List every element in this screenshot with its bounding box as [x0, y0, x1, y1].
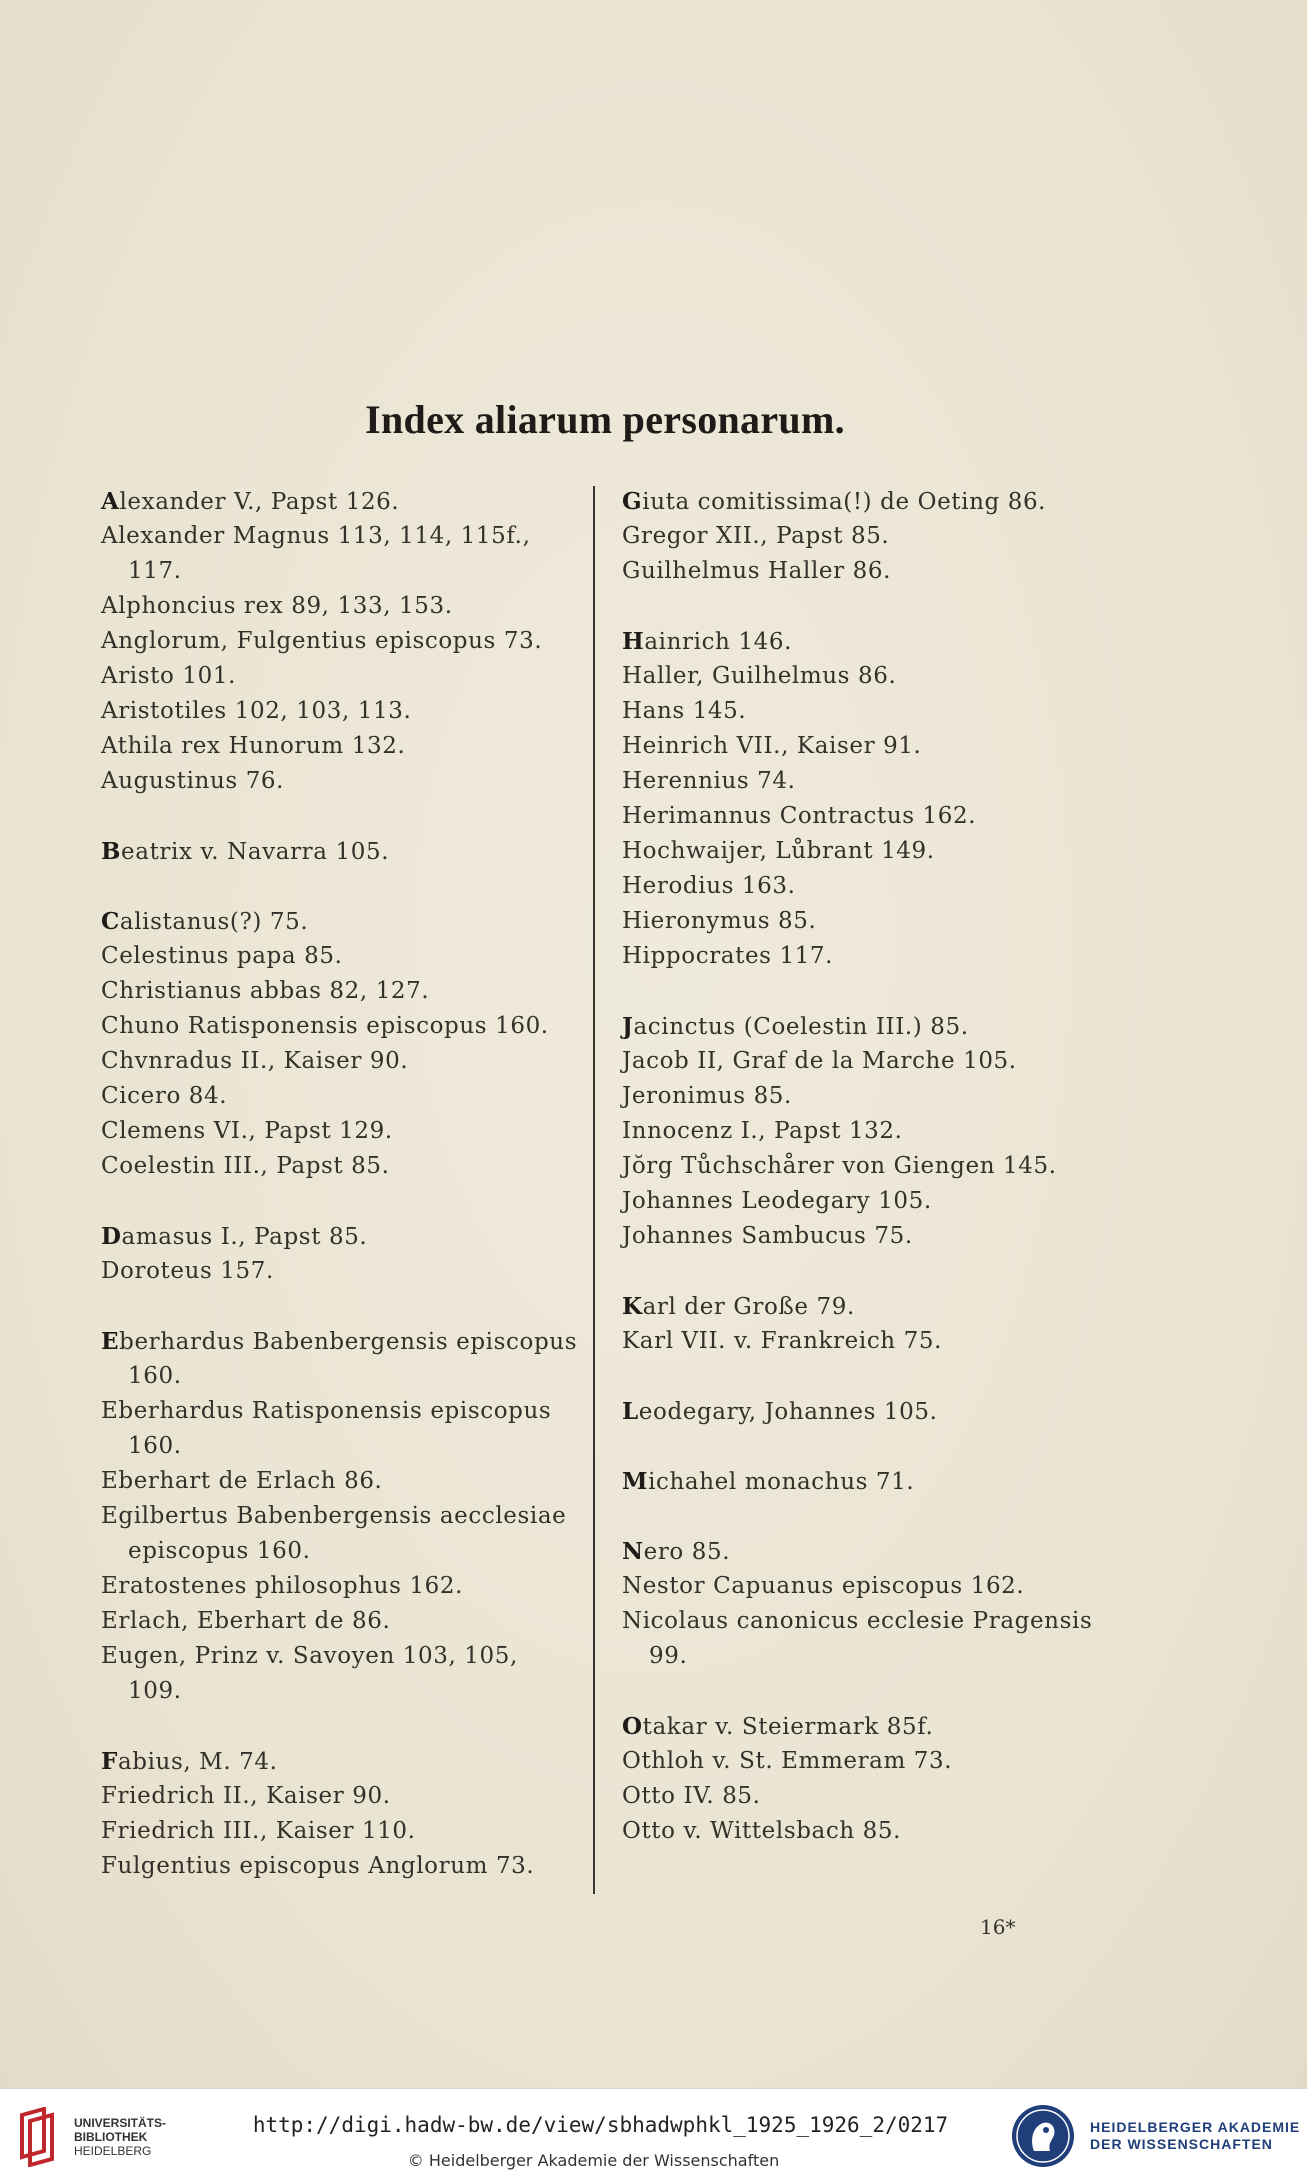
- index-entry: Athila rex Hunorum 132.: [101, 733, 406, 759]
- index-entry: [101, 904, 591, 939]
- index-entry: Celestinus papa 85.: [101, 943, 343, 969]
- index-entry: Eratostenes philosophus 162.: [101, 1573, 464, 1599]
- index-entry: Othloh v. St. Emmeram 73.: [622, 1748, 953, 1774]
- copyright-notice: [0, 2151, 1307, 2170]
- index-entry-continuation: 99.: [649, 1643, 688, 1669]
- index-entry: Eberhardus Ratisponensis episcopus: [101, 1398, 552, 1424]
- index-entry: Erlach, Eberhart de 86.: [101, 1608, 391, 1634]
- index-entry: [622, 484, 1122, 519]
- index-entry: Herimannus Contractus 162.: [622, 803, 977, 829]
- library-name-line-2: BIBLIOTHEK: [74, 2130, 148, 2144]
- index-entry: Fulgentius episcopus Anglorum 73.: [101, 1853, 535, 1879]
- index-entry: [622, 1464, 1122, 1499]
- index-entry-text: abius, M. 74.: [117, 1749, 278, 1775]
- index-entry-text: iuta comitissima(!) de Oeting 86.: [642, 489, 1047, 515]
- section-initial-letter: M: [622, 1468, 649, 1495]
- section-initial-letter: A: [101, 488, 120, 515]
- index-column-right: [622, 484, 1122, 1849]
- permalink-url-text[interactable]: http://digi.hadw-bw.de/view/sbhadwphkl_1925_1926_2/0217: [252, 2113, 949, 2137]
- index-entry: Hans 145.: [622, 698, 747, 724]
- library-name-line-1: UNIVERSITÄTS-: [74, 2116, 167, 2130]
- index-entry-text: acinctus (Coelestin III.) 85.: [633, 1014, 969, 1040]
- index-entry: Johannes Leodegary 105.: [622, 1188, 932, 1214]
- index-column-left: [101, 484, 591, 1884]
- section-initial-letter: K: [622, 1293, 643, 1320]
- index-entry: Jŏrg Tůchschårer von Giengen 145.: [622, 1153, 1057, 1179]
- index-entry: Chvnradus II., Kaiser 90.: [101, 1048, 409, 1074]
- page-number: 16*: [980, 1915, 1016, 1939]
- index-entry: Karl VII. v. Frankreich 75.: [622, 1328, 943, 1354]
- section-gap: [622, 1359, 1122, 1394]
- section-gap: [622, 974, 1122, 1009]
- index-entry: Anglorum, Fulgentius episcopus 73.: [101, 628, 543, 654]
- section-initial-letter: G: [622, 488, 643, 515]
- index-entry: [622, 1394, 1122, 1429]
- index-entry: Eberhart de Erlach 86.: [101, 1468, 383, 1494]
- index-entry: Doroteus 157.: [101, 1258, 274, 1284]
- index-entry-text: ainrich 146.: [644, 629, 792, 655]
- index-entry: Gregor XII., Papst 85.: [622, 523, 890, 549]
- index-entry: [101, 834, 591, 869]
- index-entry: [101, 1744, 591, 1779]
- section-initial-letter: N: [622, 1538, 644, 1565]
- index-entry: Otto v. Wittelsbach 85.: [622, 1818, 902, 1844]
- index-entry-text: amasus I., Papst 85.: [121, 1224, 368, 1250]
- index-entry: Jacob II, Graf de la Marche 105.: [622, 1048, 1017, 1074]
- section-initial-letter: O: [622, 1713, 643, 1740]
- section-initial-letter: C: [101, 908, 120, 935]
- index-entry: Innocenz I., Papst 132.: [622, 1118, 903, 1144]
- index-entry-continuation: 160.: [128, 1363, 182, 1389]
- viewer-footer: [0, 2088, 1307, 2183]
- section-gap: [622, 1429, 1122, 1464]
- index-entry: [101, 1219, 591, 1254]
- index-entry: Eugen, Prinz v. Savoyen 103, 105,: [101, 1643, 518, 1669]
- index-entry: Jeronimus 85.: [622, 1083, 792, 1109]
- column-divider: [593, 486, 595, 1894]
- index-entry-text: lexander V., Papst 126.: [119, 489, 400, 515]
- index-entry-text: alistanus(?) 75.: [119, 909, 309, 935]
- index-entry: Coelestin III., Papst 85.: [101, 1153, 390, 1179]
- index-entry: [101, 1324, 591, 1359]
- index-entry-text: takar v. Steiermark 85f.: [642, 1714, 934, 1740]
- index-entry: [622, 1709, 1122, 1744]
- index-entry-text: ichahel monachus 71.: [648, 1469, 915, 1495]
- academy-seal-icon: [1010, 2103, 1076, 2169]
- index-entry: Otto IV. 85.: [622, 1783, 761, 1809]
- library-name-line-3: HEIDELBERG: [74, 2144, 152, 2158]
- index-entry: Guilhelmus Haller 86.: [622, 558, 891, 584]
- index-entry: [622, 1534, 1122, 1569]
- index-entry: Hochwaijer, Lůbrant 149.: [622, 838, 935, 864]
- index-entry: Clemens VI., Papst 129.: [101, 1118, 393, 1144]
- section-gap: [622, 1674, 1122, 1709]
- section-gap: [101, 869, 591, 904]
- index-entry: Augustinus 76.: [101, 768, 285, 794]
- index-entry-text: ero 85.: [643, 1539, 731, 1565]
- index-entry-continuation: 117.: [128, 558, 182, 584]
- section-gap: [101, 1289, 591, 1324]
- academy-name-line-2: DER WISSENSCHAFTEN: [1090, 2136, 1273, 2152]
- section-gap: [622, 1499, 1122, 1534]
- index-entry: Cicero 84.: [101, 1083, 228, 1109]
- index-entry: Friedrich II., Kaiser 90.: [101, 1783, 391, 1809]
- section-initial-letter: B: [101, 838, 122, 865]
- index-entry: Alphoncius rex 89, 133, 153.: [101, 593, 453, 619]
- section-initial-letter: J: [622, 1013, 634, 1040]
- section-initial-letter: F: [101, 1748, 118, 1775]
- index-entry: Aristo 101.: [101, 663, 236, 689]
- index-entry: Christianus abbas 82, 127.: [101, 978, 430, 1004]
- index-entry: Nicolaus canonicus ecclesie Pragensis: [622, 1608, 1093, 1634]
- index-entry-continuation: 160.: [128, 1433, 182, 1459]
- section-gap: [101, 799, 591, 834]
- index-entry-text: eatrix v. Navarra 105.: [121, 839, 390, 865]
- index-entry: Friedrich III., Kaiser 110.: [101, 1818, 416, 1844]
- index-entry-text: arl der Große 79.: [642, 1294, 855, 1320]
- index-entry: Alexander Magnus 113, 114, 115f.,: [101, 523, 531, 549]
- index-entry: [622, 624, 1122, 659]
- index-entry-continuation: 109.: [128, 1678, 182, 1704]
- copyright-text: © Heidelberger Akademie der Wissenschaften: [407, 2151, 780, 2170]
- index-entry: Egilbertus Babenbergensis aecclesiae: [101, 1503, 567, 1529]
- index-entry: Hieronymus 85.: [622, 908, 817, 934]
- index-entry: Nestor Capuanus episcopus 162.: [622, 1573, 1025, 1599]
- section-gap: [101, 1184, 591, 1219]
- index-entry: Herennius 74.: [622, 768, 796, 794]
- index-entry: [622, 1009, 1122, 1044]
- section-initial-letter: D: [101, 1223, 122, 1250]
- index-entry: [101, 484, 591, 519]
- academy-name-line-1: HEIDELBERGER AKADEMIE: [1090, 2119, 1301, 2135]
- section-gap: [622, 589, 1122, 624]
- index-entry: Hippocrates 117.: [622, 943, 834, 969]
- index-entry: [622, 1289, 1122, 1324]
- index-entry: Aristotiles 102, 103, 113.: [101, 698, 412, 724]
- index-entry-continuation: episcopus 160.: [128, 1538, 311, 1564]
- section-gap: [101, 1709, 591, 1744]
- section-gap: [622, 1254, 1122, 1289]
- index-title: Index aliarum personarum.: [365, 397, 845, 442]
- section-initial-letter: E: [101, 1328, 120, 1355]
- index-entry: Heinrich VII., Kaiser 91.: [622, 733, 922, 759]
- index-entry: Haller, Guilhelmus 86.: [622, 663, 897, 689]
- index-entry-text: eodegary, Johannes 105.: [638, 1399, 938, 1425]
- index-entry-text: berhardus Babenbergensis episcopus: [119, 1329, 578, 1355]
- index-entry: Johannes Sambucus 75.: [622, 1223, 913, 1249]
- index-entry: Herodius 163.: [622, 873, 796, 899]
- section-initial-letter: H: [622, 628, 645, 655]
- index-entry: Chuno Ratisponensis episcopus 160.: [101, 1013, 549, 1039]
- academy-name: [1090, 2119, 1300, 2153]
- section-initial-letter: L: [622, 1398, 639, 1425]
